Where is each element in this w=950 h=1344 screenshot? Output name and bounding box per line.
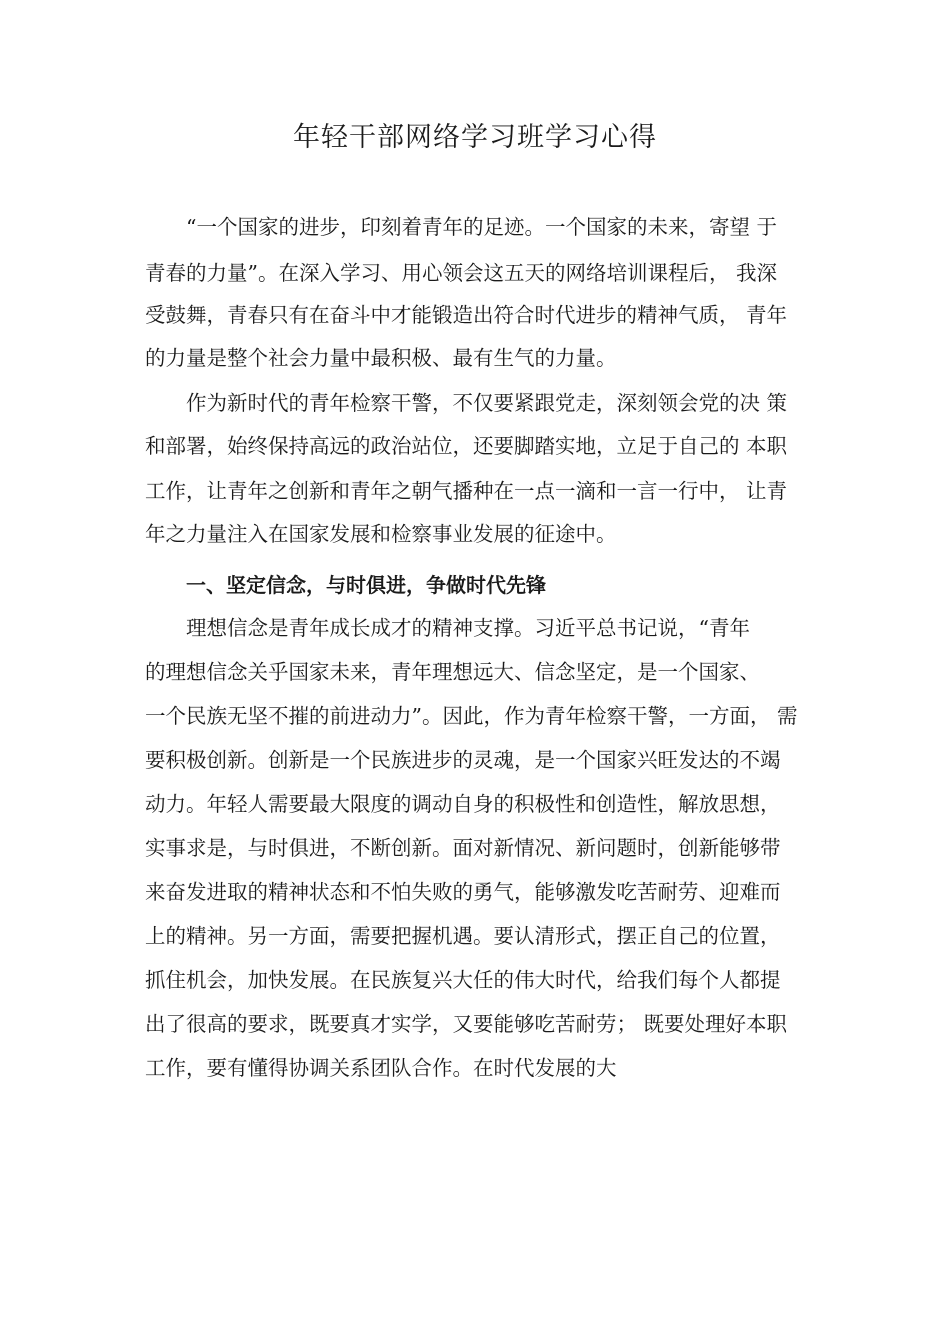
paragraph-3-line-8: 上的精神。另一方面，需要把握机遇。要认清形式，摆正自己的位置， xyxy=(145,924,781,948)
paragraph-1-line-3: 受鼓舞，青春只有在奋斗中才能锻造出符合时代进步的精神气质， 青年 xyxy=(145,303,788,327)
paragraph-2-line-2: 和部署，始终保持高远的政治站位，还要脚踏实地，立足于自己的 本职 xyxy=(145,434,788,458)
paragraph-2-line-1: 作为新时代的青年检察干警，不仅要紧跟党走，深刻领会党的决 策 xyxy=(186,391,788,415)
paragraph-3-line-9: 抓住机会，加快发展。在民族复兴大任的伟大时代，给我们每个人都提 xyxy=(145,968,781,992)
paragraph-1-line-4: 的力量是整个社会力量中最积极、最有生气的力量。 xyxy=(145,346,617,370)
section-1-heading: 一、坚定信念，与时俱进，争做时代先锋 xyxy=(186,573,546,597)
paragraph-2-line-3: 工作，让青年之创新和青年之朝气播种在一点一滴和一言一行中， 让青 xyxy=(145,479,788,503)
paragraph-3-line-7: 来奋发进取的精神状态和不怕失败的勇气，能够激发吃苦耐劳、迎难而 xyxy=(145,880,781,904)
paragraph-3-line-4: 要积极创新。创新是一个民族进步的灵魂，是一个国家兴旺发达的不竭 xyxy=(145,748,781,772)
paragraph-3-line-3: 一个民族无坚不摧的前进动力”。因此，作为青年检察干警，一方面， 需 xyxy=(145,704,798,728)
paragraph-2-line-4: 年之力量注入在国家发展和检察事业发展的征途中。 xyxy=(145,522,617,546)
paragraph-3-line-11: 工作，要有懂得协调关系团队合作。在时代发展的大 xyxy=(145,1056,617,1080)
paragraph-3-line-10: 出了很高的要求，既要真才实学，又要能够吃苦耐劳； 既要处理好本职 xyxy=(145,1012,788,1036)
paragraph-1-line-2: 青春的力量”。在深入学习、用心领会这五天的网络培训课程后， 我深 xyxy=(145,261,777,285)
paragraph-3-line-2: 的理想信念关乎国家未来，青年理想远大、信念坚定，是一个国家、 xyxy=(145,660,760,684)
paragraph-1-line-1: “一个国家的进步，印刻着青年的足迹。一个国家的未来，寄望 于 xyxy=(186,215,777,239)
document-title: 年轻干部网络学习班学习心得 xyxy=(293,122,657,153)
paragraph-3-line-6: 实事求是，与时俱进，不断创新。面对新情况、新问题时，创新能够带 xyxy=(145,836,781,860)
paragraph-3-line-5: 动力。年轻人需要最大限度的调动自身的积极性和创造性，解放思想， xyxy=(145,792,781,816)
paragraph-3-line-1: 理想信念是青年成长成才的精神支撑。习近平总书记说，“青年 xyxy=(186,616,750,640)
